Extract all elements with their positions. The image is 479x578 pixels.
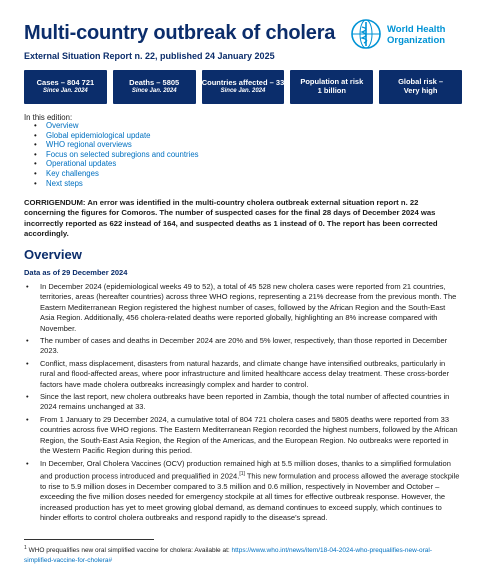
corrigendum-note: CORRIGENDUM: An error was identified in the multi-country cholera outbreak external situation report n. 22 concerning the figures for Comoros. The number of suspected cases for the final 28 days of December 2024 was incorrectly reported as 622 instead of 164, and suspected deaths as 1 instead of 0. The report has been corrected accordingly. xyxy=(24,198,438,238)
data-date: Data as of 29 December 2024 xyxy=(24,268,128,277)
report-subtitle: External Situation Report n. 22, published 24 January 2025 xyxy=(24,51,275,61)
bullet-icon: • xyxy=(26,458,29,468)
section-heading-overview: Overview xyxy=(24,247,82,262)
stat-sub: Since Jan. 2024 xyxy=(43,87,88,94)
stat-global-risk xyxy=(379,70,462,104)
toc-link-key-challenges[interactable]: • Key challenges xyxy=(34,169,199,179)
toc-link-operational-updates[interactable]: • Operational updates xyxy=(34,159,199,169)
list-item xyxy=(24,415,460,457)
stat-countries xyxy=(202,70,285,104)
toc-link-subregions[interactable]: • Focus on selected subregions and countries xyxy=(34,150,199,160)
stat-sub: Since Jan. 2024 xyxy=(220,87,266,94)
bullet-icon: • xyxy=(26,358,29,368)
stat-value: Population at risk xyxy=(300,77,364,87)
footnote-divider xyxy=(24,539,154,540)
key-figures-bar xyxy=(24,70,462,104)
list-item xyxy=(24,459,460,524)
bullet-text: From 1 January to 29 December 2024, a cumulative total of 804 721 cholera cases and 5805 deaths were reported from 33 countries across five WHO regions. The Eastern Mediterranean Region recorded the highest numbers, followed by the African Region, the South-East Asia Region, the Region of the Americas, and the European Region. No outbreaks were reported in the Western Pacific Region during this period. xyxy=(40,414,458,456)
footnote-text: WHO prequalifies new oral simplified vaccine for cholera: Available at: xyxy=(26,547,232,555)
bullet-icon: • xyxy=(26,392,29,402)
bullet-text: In December, Oral Cholera Vaccines (OCV) production remained high at 5.5 million doses, thanks to a simplified formulation and production process introduced and prequalified in 2024. xyxy=(40,458,451,481)
list-item xyxy=(24,282,460,334)
stat-value: Global risk – xyxy=(398,77,444,87)
list-item xyxy=(24,336,460,357)
bullet-text-continued: This new formulation and process allowed the average stockpile to rise to 5.9 million doses in December compared to 3.5 million and 0.6 million, respectively in November and October – exceeding the five million doses needed for emergency stockpile at all times for effective outbreak response. However, the increased production has yet to meet growing global demand, as demand continues to exceed supply, which continues to hinder efforts to control cholera outbreaks and respond rapidly to the disease’s spread. xyxy=(40,471,460,523)
overview-bullets xyxy=(24,282,460,525)
logo-text-line-1: World Health xyxy=(387,24,446,35)
bullet-text: Since the last report, new cholera outbreaks have been reported in Zambia, though the total number of affected countries in 2024 remains unchanged at 33. xyxy=(40,392,450,412)
stat-sub: Very high xyxy=(403,86,438,95)
footnote xyxy=(24,544,460,565)
stat-value: Deaths – 5805 xyxy=(129,78,180,88)
stat-deaths xyxy=(113,70,196,104)
bullet-text: In December 2024 (epidemiological weeks 49 to 52), a total of 45 528 new cholera cases were reported from 21 countries, territories, areas (hereafter countries) across three WHO regions, representing a 21% decrease from the previous month. The Eastern Mediterranean Region registered the highest number of cases, followed by the African Region and the South-East Asia Region. Additionally, 456 cholera-related deaths were reported globally, highlighting an 8% increase compared with November. xyxy=(40,282,457,333)
toc-link-regional-overviews[interactable]: • WHO regional overviews xyxy=(34,140,199,150)
bullet-text: The number of cases and deaths in December 2024 are 20% and 5% lower, respectively, than those reported in December 2023. xyxy=(40,336,448,356)
stat-cases xyxy=(24,70,107,104)
logo-text-line-2: Organization xyxy=(387,35,446,46)
footnote-link[interactable]: https://www.who.int/news/item/18-04-2024-who-prequalifies-new-oral-simplified-vaccine-for-cholera# xyxy=(24,547,433,564)
stat-value: Cases – 804 721 xyxy=(36,78,95,88)
footnote-number: 1 xyxy=(24,545,27,551)
who-logo xyxy=(350,18,470,58)
table-of-contents xyxy=(34,121,199,188)
stat-population xyxy=(290,70,373,104)
stat-sub: Since Jan. 2024 xyxy=(131,87,177,94)
bullet-icon: • xyxy=(26,336,29,346)
footnote-reference[interactable]: [1] xyxy=(239,470,245,477)
stat-sub: 1 billion xyxy=(317,86,346,95)
list-item xyxy=(24,359,460,390)
bullet-icon: • xyxy=(26,282,29,291)
list-item xyxy=(24,392,460,413)
toc-link-global-update[interactable]: • Global epidemiological update xyxy=(34,131,199,141)
toc-heading: In this edition: xyxy=(24,113,73,122)
page-title: Multi-country outbreak of cholera xyxy=(24,22,336,44)
toc-link-next-steps[interactable]: • Next steps xyxy=(34,179,199,189)
toc-link-overview[interactable]: • Overview xyxy=(34,121,199,131)
who-emblem-icon xyxy=(350,18,382,50)
bullet-text: Conflict, mass displacement, disasters from natural hazards, and climate change have intensified outbreaks, particularly in rural and flood-affected areas, where poor infrastructure and limited healthcare access delay treatment. These cross-border factors have made cholera outbreaks increasingly complex and harder to control. xyxy=(40,358,450,389)
stat-value: Countries affected – 33 xyxy=(201,78,285,88)
bullet-icon: • xyxy=(26,414,29,424)
